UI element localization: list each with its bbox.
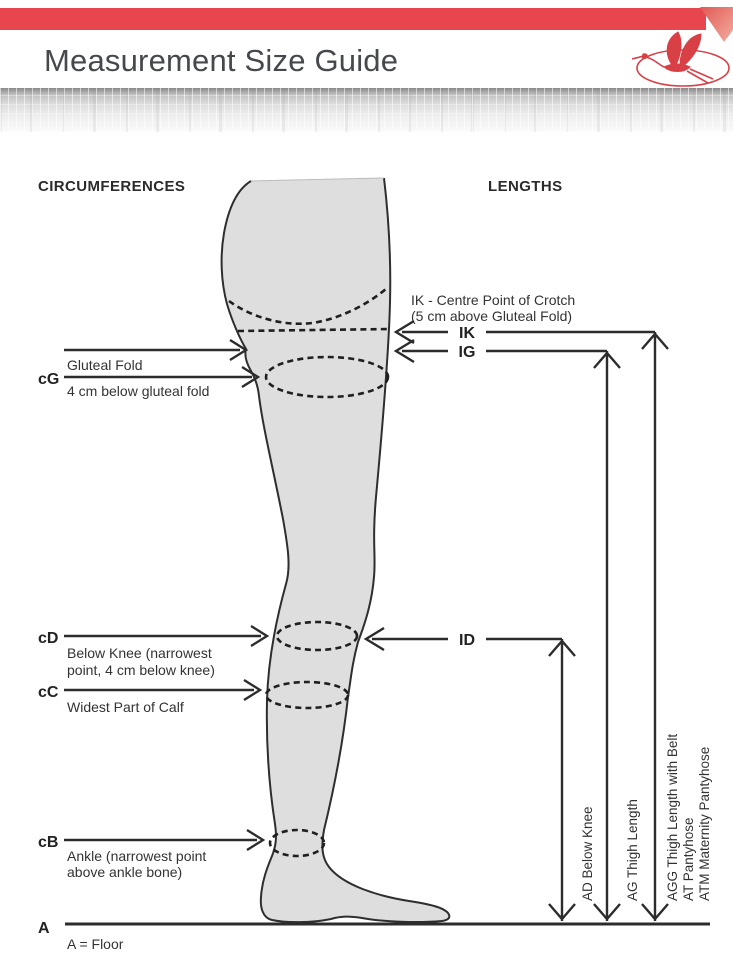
ig-vertical-measure-line (594, 351, 620, 921)
agg-thigh-length-with-belt-label: AGG Thigh Length with Belt (665, 733, 680, 901)
cb-desc-line2: above ankle bone) (67, 864, 183, 880)
cb-arrow (64, 830, 263, 850)
ik-note-line1: IK - Centre Point of Crotch (411, 292, 576, 308)
id-code-label: ID (459, 632, 475, 649)
logo-body (664, 64, 690, 72)
at-pantyhose-label: AT Pantyhose (681, 817, 696, 901)
logo-legs (687, 69, 713, 83)
cg-desc-line2: 4 cm below gluteal fold (67, 383, 210, 399)
cg-desc-line1: Gluteal Fold (67, 357, 143, 373)
cg-code-label: cG (38, 371, 60, 388)
cb-code-label: cB (38, 834, 59, 851)
ig-horizontal-arrow (396, 340, 607, 362)
ig-code-label: IG (458, 344, 476, 361)
page-title: Measurement Size Guide (44, 43, 399, 78)
logo-neck (646, 57, 664, 67)
ribbon-bar (0, 8, 706, 30)
ik-note-line2: (5 cm above Gluteal Fold) (411, 308, 573, 324)
lengths-heading: LENGTHS (488, 178, 563, 195)
floor-desc: A = Floor (67, 936, 124, 952)
circumferences-heading: CIRCUMFERENCES (38, 178, 186, 195)
cb-desc-line1: Ankle (narrowest point (67, 848, 207, 864)
cc-arrow (64, 680, 260, 700)
cd-code-label: cD (38, 630, 59, 647)
cc-code-label: cC (38, 684, 59, 701)
ag-thigh-length-label: AG Thigh Length (625, 799, 640, 901)
cd-arrow (64, 626, 267, 646)
floor-code-label: A (38, 920, 50, 937)
measurement-diagram (0, 130, 733, 967)
texture-band (0, 88, 733, 132)
cd-desc-line1: Below Knee (narrowest (67, 645, 212, 661)
logo-wing-front (667, 32, 681, 65)
ik-horizontal-arrow (396, 321, 655, 343)
cc-desc-line1: Widest Part of Calf (67, 699, 184, 715)
ik-code-label: IK (459, 325, 475, 342)
leg-silhouette (222, 178, 450, 922)
atm-maternity-pantyhose-label: ATM Maternity Pantyhose (697, 746, 712, 901)
ad-below-knee-label: AD Below Knee (580, 806, 595, 901)
id-vertical-measure-line (549, 639, 575, 921)
cd-desc-line2: point, 4 cm below knee) (67, 662, 215, 678)
